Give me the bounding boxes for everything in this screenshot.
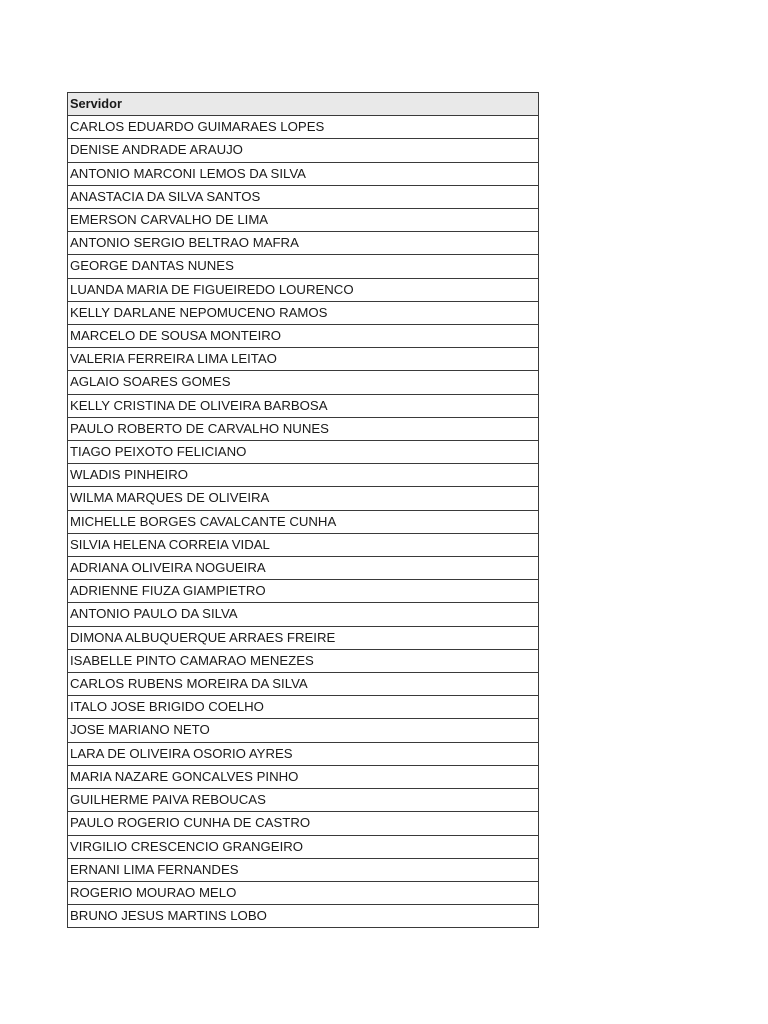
column-header-servidor: Servidor — [68, 93, 539, 116]
table-body — [68, 116, 539, 928]
table-row — [68, 162, 539, 185]
table-cell-name: GEORGE DANTAS NUNES — [68, 255, 539, 278]
table-row — [68, 441, 539, 464]
table-cell-name: PAULO ROBERTO DE CARVALHO NUNES — [68, 417, 539, 440]
table-cell-name: SILVIA HELENA CORREIA VIDAL — [68, 533, 539, 556]
table-cell-name: ERNANI LIMA FERNANDES — [68, 858, 539, 881]
table-cell-name: WILMA MARQUES DE OLIVEIRA — [68, 487, 539, 510]
servidor-table — [67, 92, 539, 928]
table-row — [68, 371, 539, 394]
table-cell-name: ITALO JOSE BRIGIDO COELHO — [68, 696, 539, 719]
table-row — [68, 139, 539, 162]
table-cell-name: ANASTACIA DA SILVA SANTOS — [68, 185, 539, 208]
table-cell-name: PAULO ROGERIO CUNHA DE CASTRO — [68, 812, 539, 835]
table-cell-name: VALERIA FERREIRA LIMA LEITAO — [68, 348, 539, 371]
table-cell-name: WLADIS PINHEIRO — [68, 464, 539, 487]
table-row — [68, 232, 539, 255]
table-row — [68, 881, 539, 904]
table-row — [68, 325, 539, 348]
table-row — [68, 649, 539, 672]
table-header-row — [68, 93, 539, 116]
table-row — [68, 719, 539, 742]
table-row — [68, 858, 539, 881]
table-cell-name: CARLOS EDUARDO GUIMARAES LOPES — [68, 116, 539, 139]
table-row — [68, 905, 539, 928]
table-cell-name: EMERSON CARVALHO DE LIMA — [68, 209, 539, 232]
table-cell-name: LUANDA MARIA DE FIGUEIREDO LOURENCO — [68, 278, 539, 301]
table-row — [68, 464, 539, 487]
table-cell-name: ANTONIO PAULO DA SILVA — [68, 603, 539, 626]
table-row — [68, 626, 539, 649]
table-row — [68, 580, 539, 603]
table-cell-name: ADRIANA OLIVEIRA NOGUEIRA — [68, 557, 539, 580]
table-cell-name: JOSE MARIANO NETO — [68, 719, 539, 742]
table-row — [68, 185, 539, 208]
table-cell-name: ADRIENNE FIUZA GIAMPIETRO — [68, 580, 539, 603]
table-row — [68, 765, 539, 788]
table-row — [68, 278, 539, 301]
table-cell-name: KELLY CRISTINA DE OLIVEIRA BARBOSA — [68, 394, 539, 417]
table-row — [68, 789, 539, 812]
table-cell-name: CARLOS RUBENS MOREIRA DA SILVA — [68, 673, 539, 696]
table-cell-name: BRUNO JESUS MARTINS LOBO — [68, 905, 539, 928]
table-cell-name: MICHELLE BORGES CAVALCANTE CUNHA — [68, 510, 539, 533]
table-cell-name: VIRGILIO CRESCENCIO GRANGEIRO — [68, 835, 539, 858]
table-row — [68, 812, 539, 835]
table-cell-name: GUILHERME PAIVA REBOUCAS — [68, 789, 539, 812]
table-cell-name: ANTONIO SERGIO BELTRAO MAFRA — [68, 232, 539, 255]
table-cell-name: AGLAIO SOARES GOMES — [68, 371, 539, 394]
table-row — [68, 742, 539, 765]
table-row — [68, 301, 539, 324]
table-row — [68, 533, 539, 556]
table-row — [68, 417, 539, 440]
table-cell-name: ISABELLE PINTO CAMARAO MENEZES — [68, 649, 539, 672]
table-row — [68, 835, 539, 858]
table-cell-name: DIMONA ALBUQUERQUE ARRAES FREIRE — [68, 626, 539, 649]
table-row — [68, 673, 539, 696]
table-row — [68, 394, 539, 417]
table-cell-name: ROGERIO MOURAO MELO — [68, 881, 539, 904]
table-cell-name: ANTONIO MARCONI LEMOS DA SILVA — [68, 162, 539, 185]
table-row — [68, 348, 539, 371]
table-row — [68, 209, 539, 232]
table-cell-name: TIAGO PEIXOTO FELICIANO — [68, 441, 539, 464]
table-row — [68, 557, 539, 580]
table-cell-name: DENISE ANDRADE ARAUJO — [68, 139, 539, 162]
table-cell-name: LARA DE OLIVEIRA OSORIO AYRES — [68, 742, 539, 765]
table-row — [68, 116, 539, 139]
table-cell-name: MARCELO DE SOUSA MONTEIRO — [68, 325, 539, 348]
table-row — [68, 603, 539, 626]
table-row — [68, 255, 539, 278]
table-row — [68, 510, 539, 533]
table-row — [68, 487, 539, 510]
table-cell-name: KELLY DARLANE NEPOMUCENO RAMOS — [68, 301, 539, 324]
table-cell-name: MARIA NAZARE GONCALVES PINHO — [68, 765, 539, 788]
table-row — [68, 696, 539, 719]
